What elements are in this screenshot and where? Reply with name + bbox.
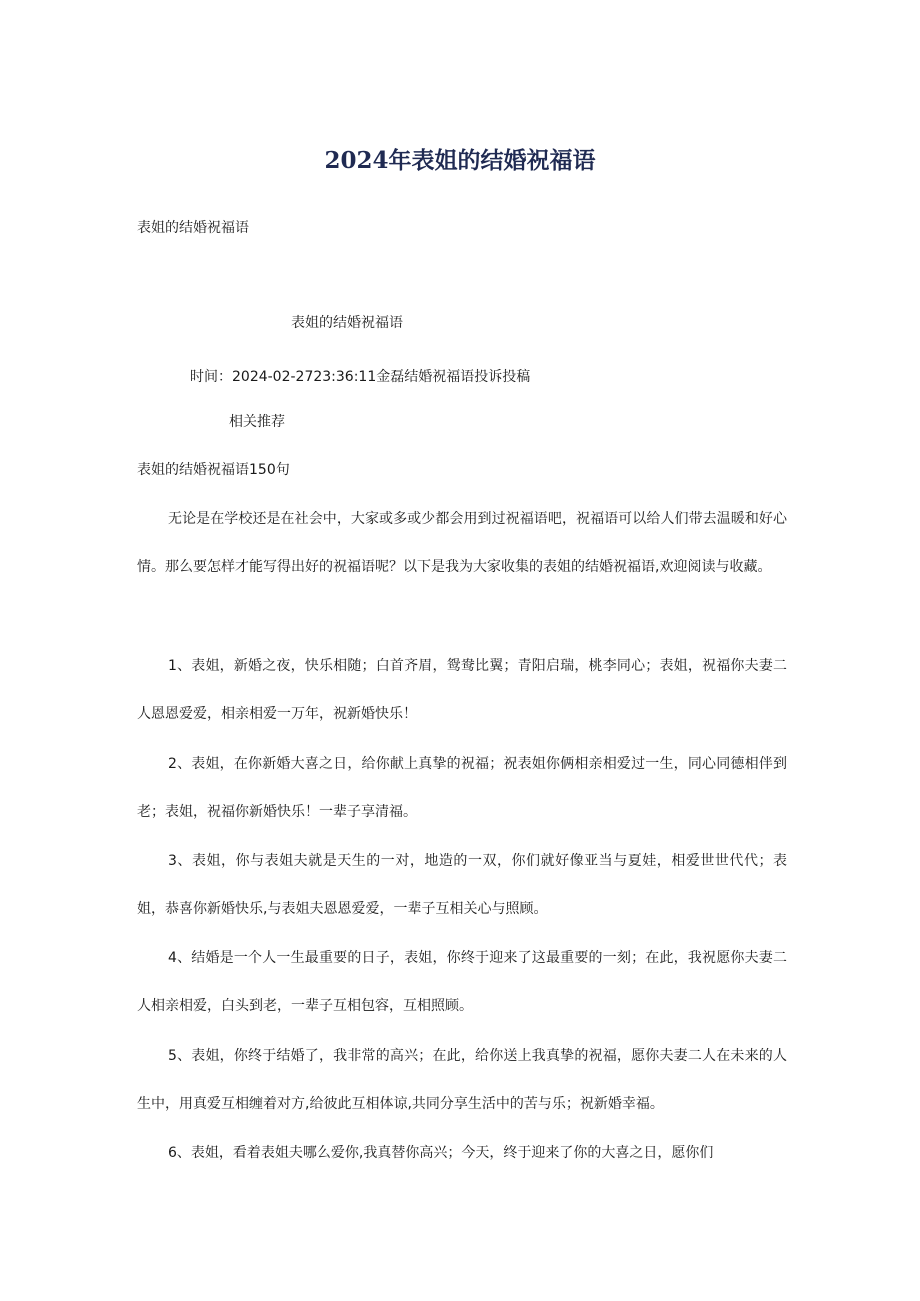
wish-paragraph-5: 5、表姐，你终于结婚了，我非常的高兴；在此，给你送上我真挚的祝福，愿你夫妻二人在未来的人生中，用真爱互相缠着对方,给彼此互相体谅,共同分享生活中的苦与乐；祝新婚幸福。 — [137, 1048, 787, 1112]
document-subtitle: 表姐的结婚祝福语 — [137, 220, 249, 236]
wish-paragraph-3: 3、表姐，你与表姐夫就是天生的一对，地造的一双，你们就好像亚当与夏娃，相爱世世代代；表姐，恭喜你新婚快乐,与表姐夫恩恩爱爱，一辈子互相关心与照顾。 — [137, 853, 787, 917]
wish-paragraph-1: 1、表姐，新婚之夜，快乐相随；白首齐眉，鸳鸯比翼；青阳启瑞，桃李同心；表姐，祝福你夫妻二人恩恩爱爱，相亲相爱一万年，祝新婚快乐！ — [137, 658, 787, 722]
section-heading: 表姐的结婚祝福语150句 — [137, 462, 290, 478]
wish-paragraph-6: 6、表姐，看着表姐夫哪么爱你,我真替你高兴；今天，终于迎来了你的大喜之日，愿你们 — [168, 1145, 714, 1161]
wish-paragraph-4: 4、结婚是一个人一生最重要的日子，表姐，你终于迎来了这最重要的一刻；在此，我祝愿你夫妻二人相亲相爱，白头到老，一辈子互相包容，互相照顾。 — [137, 950, 787, 1014]
article-meta: 时间：2024-02-2723:36:11金磊结婚祝福语投诉投稿 — [190, 369, 531, 385]
related-recommendations-link[interactable]: 相关推荐 — [229, 414, 285, 430]
intro-paragraph: 无论是在学校还是在社会中，大家或多或少都会用到过祝福语吧，祝福语可以给人们带去温暖和好心情。那么要怎样才能写得出好的祝福语呢？以下是我为大家收集的表姐的结婚祝福语,欢迎阅读与收藏。 — [137, 511, 787, 575]
document-title: 2024年表姐的结婚祝福语 — [324, 147, 596, 174]
wish-paragraph-2: 2、表姐，在你新婚大喜之日，给你献上真挚的祝福；祝表姐你俩相亲相爱过一生，同心同德相伴到老；表姐，祝福你新婚快乐！一辈子享清福。 — [137, 756, 787, 820]
article-title: 表姐的结婚祝福语 — [291, 315, 403, 331]
